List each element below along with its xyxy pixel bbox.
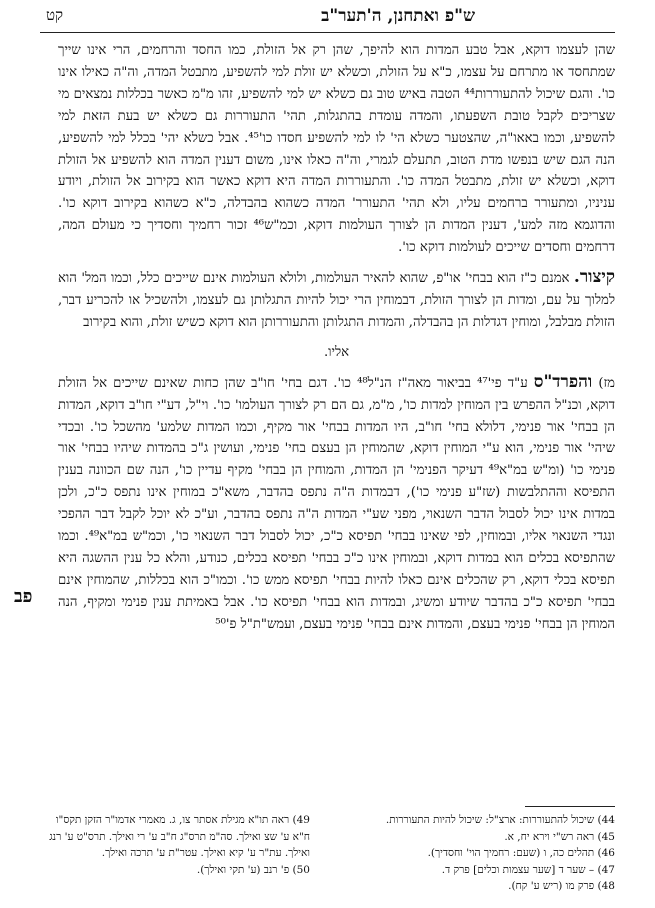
main-text <box>58 40 615 644</box>
footnote: 45) ראה רש"י וירא יח, א. <box>504 830 615 843</box>
section-paragraph <box>58 372 615 636</box>
footnote-divider <box>525 806 615 807</box>
summary-text: אמנם כ"ז הוא בבחי' או"פ, שהוא להאיר העולמות, ולולא העולמות אינם שייכים כלל, וכמו המל' הוא למלוך על עם, ומדות הן לצורך הזולת, דבמוחין הרי יכול להיות התגלותן גם לעצמו, ולהשכיל או להכריע דבר, הזולת מבלבל, ומוחין דגדלות הן בהבדלה, והמדות התגלותן והתעוררותן הוא דוקא כשיש זולת, והוא בקירוב <box>58 271 615 330</box>
page-number: קט <box>46 6 64 24</box>
section-text: ע"ד פי'⁴⁷ בביאור מאה"ז הנ"ל⁴⁸ כו'. דגם בחי' חו"ב שהן כחות שאינם שייכים אל הזולת דוקא, וכנ"ל ההפרש בין המוחין למדות כו', מ"מ, גם הם רק לצורך העולמו' כו'. וי"ל, דע"י חו"ב דוקא, המדות הן בבחי' אור פנימי, דלולא בחי' חו"ב, היו המדות בבחי' אור מקיף, וכמו המדות שלמע' מהשכל כו'. ובכדי שיהי' אור פנימי, הוא ע"י המוחין דוקא, שהמוחין הן בעצם בחי' פנימי, ועושין ג"כ בהמדות שיהיו בבחי' אור פנימי כו' (ומ"ש במ"א⁴⁹ דעיקר הפנימי' הן המדות, והמוחין הן בבחי' מקיף עדיין כו', הנה שם הכוונה בענין התפיסא וההתלבשות (שז"ע פנימי כו'), דבמדות ה"ה נתפס בהדבר, משא"כ במוחין אינו נתפס כ"כ, ולכן במדות אינו יכול לסבול הדבר השנאוי, מפני שע"י המדות ה"ה נתפס בהדבר, וע"כ לא יוכל לקבל דבר ההפכי ונגדי השנאוי אליו, ובמוחין, לפי שאינו בבחי' תפיסא כ"כ, יכול לסבול דבר השנאוי כו', וכמ"ש במ"א⁴⁹. וכמו שהתפיסא בכלים הוא במדות דוקא, ובמוחין אינו כ"כ בבחי' תפיסא בכלים, כנודע, והלא כל ענין ההשגה היא תפיסא בכלי דוקא, רק שהכלים אינם כאלו להיות בבחי' תפיסא ממש כו'. וכמו"כ הוא בכללות, שהמוחין אינם בבחי' תפיסא כ"כ בהדבר שיודע ומשיג, ובמדות הוא בבחי' תפיסא כו'. אבל באמיתת ענין פנימי ומקיף, הנה המוחין הן בבחי' פנימי בעצם, והמדות אינם בבחי' פנימי בעצם, ועמש"ת"ל פ'⁵⁰ <box>58 375 615 632</box>
margin-page-number: פב <box>14 586 33 607</box>
footnote: 49) ראה תו"א מגילת אסתר צו, ג. מאמרי אדמו"ר הזקן תקס"ו ח"א ע' שצ ואילך. סה"מ תרס"ג ח"ב ע' רי ואילך. תרס"ט ע' רנג ואילך. עת"ר ע' קיא ואילך. עטר"ת ע' תרכה ואילך. <box>49 814 310 859</box>
footnote: 44) שיכול להתעוררות: ארצ"ל: שיכול להיות התעוררות. <box>385 814 615 826</box>
summary-end: אליו. <box>323 344 350 360</box>
footnotes-left-column <box>40 812 310 878</box>
footnote: 50) פ' רנב (ע' תקי ואילך). <box>196 863 310 876</box>
page-header <box>40 6 615 33</box>
footnote: 48) פרק מו (ריש ע' קח). <box>508 880 615 892</box>
footnotes-right-column <box>345 812 615 895</box>
summary-label: קיצור. <box>573 267 615 288</box>
paragraph: שהן לעצמו דוקא, אבל טבע המדות הוא להיפך, שהן רק אל הזולת, כמו החסד והרחמים, הרי אינו שייך שמתחסד או מתרחם על עצמו, כ"א על הזולת, וכשלא יש זולת למי להשפיע, מתבטל המדה, וה"ה כאילו אינו כו'. והגם שיכול להתעוררות⁴⁴ הטבה באיש טוב גם כשלא יש למי להשפיע, זהו מ"מ כאשר בכללות נמצאים מי שצריכים לקבל טובת השפעתו, והמדה עומדת בהתגלות, תהי' התעוררות גם כשלא יש בעת הזאת למי להשפיע, וכמו באאו"ה, שהצטער כשלא הי' לו למי להשפיע חסדו כו'⁴⁵. אבל כשלא יהי' בכלל למי להשפיע, הנה הגם שיש בנפשו מדת הטוב, תתעלם לגמרי, וה"ה כאלו אינו, משום דענין המדה הוא להשפיע אל הזולת דוקא, וכשלא יש זולת, מתבטל המדה כו'. והתעוררות המדה היא דוקא כאשר הוא בקירוב אל הזולת, ויודע עניניו, ומתעורר ברחמים עליו, ולא תהי' התעורר' המדה כשהוא בהבדלה, כ"א כשהוא בקירוב דוקא כו'. והדוגמא מזה למע', דענין המדות הן לצורך העולמות דוקא, וכמ"ש⁴⁶ זכור רחמיך וחסדיך כי מעולם המה, דרחמים וחסדים שייכים לעולמות דוקא כו'. <box>58 43 616 256</box>
section-mark: מז) <box>598 375 615 391</box>
section-lead-word: והפרד"ס <box>533 371 593 392</box>
running-title: ש"פ ואתחנן, ה'תער"ב <box>321 6 475 26</box>
summary-paragraph <box>58 267 615 334</box>
footnote: 47) – שער ד [שער עצמות וכלים] פרק ד. <box>441 863 615 876</box>
footnote: 46) תהלים כה, ו (שעם: רחמיך הוי' וחסדיך). <box>427 847 615 859</box>
